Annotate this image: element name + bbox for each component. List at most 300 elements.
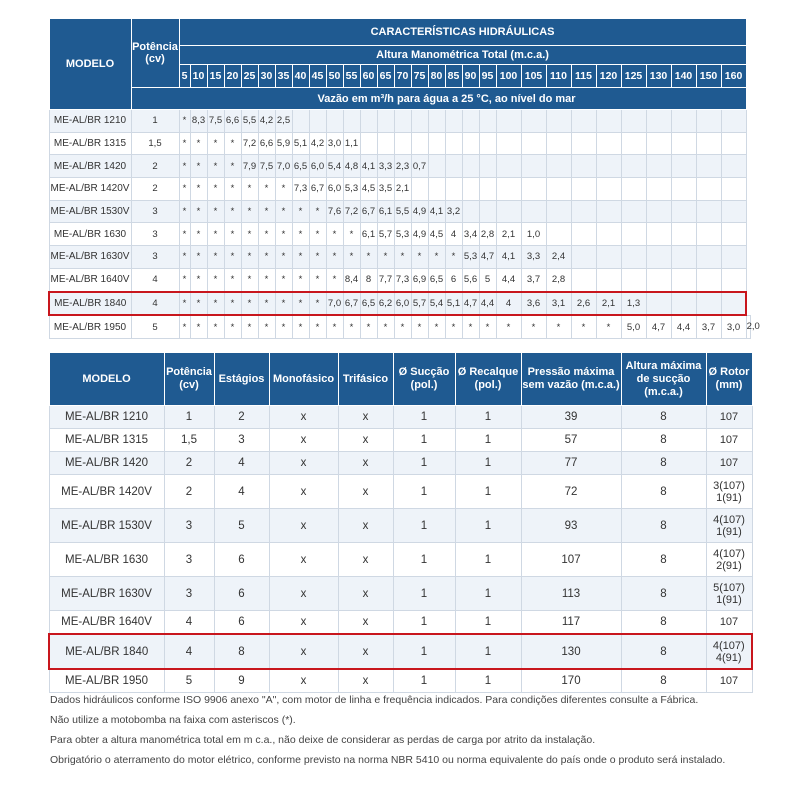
flow-cell: 4,1 xyxy=(428,200,445,223)
flow-cell: * xyxy=(377,246,394,269)
spec-column-header: Potência (cv) xyxy=(164,353,214,406)
model-cell: ME-AL/BR 1315 xyxy=(49,132,131,155)
flow-cell: * xyxy=(309,246,326,269)
flow-cell: 6,5 xyxy=(360,292,377,316)
flow-cell xyxy=(496,200,521,223)
flow-cell: 5,6 xyxy=(462,268,479,291)
model-cell: ME-AL/BR 1420V xyxy=(49,178,131,201)
flow-cell: 1,3 xyxy=(621,292,646,316)
rotor-cell xyxy=(706,429,752,452)
flow-cell xyxy=(479,178,496,201)
flow-cell: 7,7 xyxy=(377,268,394,291)
flow-cell xyxy=(696,292,721,316)
flow-cell: * xyxy=(496,315,521,338)
table-row xyxy=(49,475,752,509)
discharge-cell: 1 xyxy=(455,634,521,669)
flow-cell: 5,4 xyxy=(326,155,343,178)
model-cell: ME-AL/BR 1210 xyxy=(49,110,131,133)
flow-cell: 3,0 xyxy=(326,132,343,155)
flow-cell: * xyxy=(275,223,292,246)
flow-cell xyxy=(462,200,479,223)
table-row xyxy=(49,452,752,475)
flow-cell: 1,0 xyxy=(521,223,546,246)
model-cell: ME-AL/BR 1315 xyxy=(49,429,164,452)
flow-cell xyxy=(521,178,546,201)
flow-cell xyxy=(479,110,496,133)
power-cell: 3 xyxy=(164,577,214,611)
suction-height-cell: 8 xyxy=(621,429,706,452)
flow-cell: * xyxy=(292,246,309,269)
flow-cell: * xyxy=(343,223,360,246)
pressure-cell: 93 xyxy=(521,509,621,543)
flow-cell: * xyxy=(179,200,190,223)
model-cell: ME-AL/BR 1420 xyxy=(49,155,131,178)
discharge-cell: 1 xyxy=(455,543,521,577)
flow-cell: 5,5 xyxy=(394,200,411,223)
flow-cell: * xyxy=(309,268,326,291)
flow-cell: 2,1 xyxy=(394,178,411,201)
spec-column-header: Altura máxima de sucção (m.c.a.) xyxy=(621,353,706,406)
flow-cell xyxy=(646,178,671,201)
flow-cell: * xyxy=(360,246,377,269)
head-column-header: 45 xyxy=(309,65,326,88)
flow-cell: 2,6 xyxy=(571,292,596,316)
flow-cell xyxy=(696,200,721,223)
table-row xyxy=(49,178,751,201)
flow-cell: * xyxy=(292,200,309,223)
flow-cell: * xyxy=(428,315,445,338)
flow-cell: 4,9 xyxy=(411,223,428,246)
footnote: Dados hidráulicos conforme ISO 9906 anexo "A", com motor de linha e frequência indicados. Para condições diferentes consulte a Fábrica. xyxy=(50,694,699,706)
power-cell: 3 xyxy=(164,509,214,543)
mono-cell: x xyxy=(269,452,338,475)
flow-cell: * xyxy=(179,223,190,246)
power-cell: 1,5 xyxy=(131,132,179,155)
flow-cell xyxy=(479,200,496,223)
head-column-header: 150 xyxy=(696,65,721,88)
rotor-line: 107 xyxy=(719,411,739,423)
head-column-header: 75 xyxy=(411,65,428,88)
stages-cell: 6 xyxy=(214,577,269,611)
flow-note: Vazão em m³/h para água a 25 °C, ao nível do mar xyxy=(131,88,746,110)
discharge-cell: 1 xyxy=(455,611,521,635)
pressure-cell: 170 xyxy=(521,669,621,693)
flow-cell xyxy=(721,155,746,178)
flow-cell: * xyxy=(258,246,275,269)
flow-cell: * xyxy=(258,292,275,316)
discharge-cell: 1 xyxy=(455,406,521,429)
suction-cell: 1 xyxy=(393,669,455,693)
table-row xyxy=(49,246,751,269)
rotor-line: 107 xyxy=(719,616,739,628)
power-cell: 2 xyxy=(164,475,214,509)
table-row xyxy=(49,110,751,133)
flow-cell: * xyxy=(179,110,190,133)
table-row xyxy=(49,200,751,223)
flow-cell: * xyxy=(207,178,224,201)
flow-cell: 6 xyxy=(445,268,462,291)
flow-cell xyxy=(721,246,746,269)
flow-cell xyxy=(696,246,721,269)
stages-cell: 8 xyxy=(214,634,269,669)
power-cell: 3 xyxy=(131,223,179,246)
tri-cell: x xyxy=(338,452,393,475)
flow-cell: 5,3 xyxy=(462,246,479,269)
stages-cell: 2 xyxy=(214,406,269,429)
flow-cell xyxy=(546,223,571,246)
flow-cell: * xyxy=(179,315,190,338)
flow-cell: * xyxy=(241,268,258,291)
flow-cell: * xyxy=(224,292,241,316)
suction-height-cell: 8 xyxy=(621,406,706,429)
power-cell: 4 xyxy=(164,611,214,635)
pressure-cell: 107 xyxy=(521,543,621,577)
suction-cell: 1 xyxy=(393,452,455,475)
table-row xyxy=(49,292,751,316)
mono-cell: x xyxy=(269,543,338,577)
discharge-cell: 1 xyxy=(455,429,521,452)
flow-cell: 8 xyxy=(360,268,377,291)
discharge-cell: 1 xyxy=(455,509,521,543)
rotor-line: 1(91) xyxy=(716,491,742,504)
flow-cell xyxy=(428,110,445,133)
flow-cell: 2,4 xyxy=(546,246,571,269)
flow-cell: 6,9 xyxy=(411,268,428,291)
flow-cell: 2,1 xyxy=(496,223,521,246)
model-cell: ME-AL/BR 1840 xyxy=(49,292,131,316)
flow-cell: 5,0 xyxy=(621,315,646,338)
flow-cell: 4,4 xyxy=(479,292,496,316)
footnote: Não utilize a motobomba na faixa com asteriscos (*). xyxy=(50,714,296,726)
flow-cell: 5,7 xyxy=(377,223,394,246)
flow-cell: * xyxy=(258,200,275,223)
footnote: Obrigatório o aterramento do motor elétrico, conforme previsto na norma NBR 5410 ou norma equivalente do país onde o produto será instalado. xyxy=(50,754,726,766)
flow-cell: * xyxy=(275,292,292,316)
table-title: CARACTERÍSTICAS HIDRÁULICAS xyxy=(179,19,746,46)
flow-cell: * xyxy=(190,178,207,201)
flow-cell xyxy=(445,178,462,201)
flow-cell: * xyxy=(292,268,309,291)
flow-cell xyxy=(621,132,646,155)
flow-cell: * xyxy=(360,315,377,338)
stages-cell: 4 xyxy=(214,475,269,509)
flow-cell: 7,5 xyxy=(258,155,275,178)
flow-cell: 5,1 xyxy=(292,132,309,155)
flow-cell xyxy=(721,292,746,316)
table-row xyxy=(49,268,751,291)
flow-cell xyxy=(571,132,596,155)
flow-cell: * xyxy=(241,223,258,246)
flow-cell: * xyxy=(428,246,445,269)
model-cell: ME-AL/BR 1530V xyxy=(49,509,164,543)
flow-cell: 4 xyxy=(445,223,462,246)
power-cell: 5 xyxy=(131,315,179,338)
flow-cell xyxy=(394,132,411,155)
flow-cell: 7,3 xyxy=(394,268,411,291)
pressure-cell: 77 xyxy=(521,452,621,475)
head-column-header: 5 xyxy=(179,65,190,88)
flow-cell xyxy=(721,132,746,155)
head-column-header: 10 xyxy=(190,65,207,88)
flow-cell xyxy=(646,110,671,133)
mono-cell: x xyxy=(269,611,338,635)
mono-cell: x xyxy=(269,509,338,543)
mono-cell: x xyxy=(269,634,338,669)
flow-cell: 6,6 xyxy=(224,110,241,133)
table-row xyxy=(49,543,752,577)
power-cell: 3 xyxy=(164,543,214,577)
suction-cell: 1 xyxy=(393,634,455,669)
flow-cell xyxy=(596,132,621,155)
flow-cell: * xyxy=(275,200,292,223)
flow-cell xyxy=(671,132,696,155)
flow-cell: 6,5 xyxy=(292,155,309,178)
flow-cell: 2,0 xyxy=(746,315,750,338)
rotor-cell xyxy=(706,406,752,429)
flow-cell: 7,0 xyxy=(326,292,343,316)
tri-cell: x xyxy=(338,611,393,635)
table-row xyxy=(49,406,752,429)
flow-cell: * xyxy=(309,315,326,338)
flow-cell: * xyxy=(179,155,190,178)
flow-cell: * xyxy=(207,268,224,291)
flow-cell xyxy=(621,155,646,178)
suction-height-cell: 8 xyxy=(621,634,706,669)
head-column-header: 15 xyxy=(207,65,224,88)
head-column-header: 35 xyxy=(275,65,292,88)
flow-cell: * xyxy=(521,315,546,338)
table-row xyxy=(49,577,752,611)
flow-cell xyxy=(596,268,621,291)
spec-column-header: MODELO xyxy=(49,353,164,406)
flow-cell: 4,4 xyxy=(671,315,696,338)
model-cell: ME-AL/BR 1420V xyxy=(49,475,164,509)
flow-cell: 5,7 xyxy=(411,292,428,316)
flow-cell: 6,0 xyxy=(394,292,411,316)
flow-cell: 3,3 xyxy=(377,155,394,178)
rotor-line: 4(107) xyxy=(712,639,745,652)
flow-cell: * xyxy=(326,246,343,269)
flow-cell: * xyxy=(207,200,224,223)
model-cell: ME-AL/BR 1630 xyxy=(49,543,164,577)
flow-cell: 3,2 xyxy=(445,200,462,223)
rotor-line: 2(91) xyxy=(716,559,742,572)
suction-cell: 1 xyxy=(393,543,455,577)
head-column-header: 55 xyxy=(343,65,360,88)
pressure-cell: 72 xyxy=(521,475,621,509)
rotor-line: 107 xyxy=(719,675,739,687)
flow-cell xyxy=(671,223,696,246)
suction-cell: 1 xyxy=(393,406,455,429)
flow-cell xyxy=(521,155,546,178)
flow-cell: * xyxy=(179,132,190,155)
head-column-header: 30 xyxy=(258,65,275,88)
flow-cell: 6,6 xyxy=(258,132,275,155)
flow-cell: 6,0 xyxy=(309,155,326,178)
flow-cell: 4,2 xyxy=(309,132,326,155)
flow-cell xyxy=(479,155,496,178)
flow-cell xyxy=(546,200,571,223)
flow-cell: * xyxy=(179,268,190,291)
rotor-line: 4(91) xyxy=(715,651,742,664)
suction-height-cell: 8 xyxy=(621,475,706,509)
flow-cell xyxy=(671,268,696,291)
flow-cell: * xyxy=(326,315,343,338)
flow-cell: 6,2 xyxy=(377,292,394,316)
table-row xyxy=(49,155,751,178)
flow-cell: * xyxy=(258,178,275,201)
flow-cell: 6,0 xyxy=(326,178,343,201)
flow-cell xyxy=(671,292,696,316)
flow-cell xyxy=(671,155,696,178)
flow-cell xyxy=(428,132,445,155)
flow-cell: * xyxy=(179,178,190,201)
flow-cell xyxy=(696,223,721,246)
flow-cell: * xyxy=(571,315,596,338)
flow-cell xyxy=(621,268,646,291)
flow-cell xyxy=(343,110,360,133)
rotor-cell xyxy=(706,543,752,577)
flow-cell xyxy=(411,110,428,133)
suction-cell: 1 xyxy=(393,509,455,543)
flow-cell xyxy=(462,178,479,201)
flow-cell xyxy=(571,246,596,269)
flow-cell xyxy=(646,155,671,178)
suction-cell: 1 xyxy=(393,475,455,509)
flow-cell: * xyxy=(292,315,309,338)
flow-cell xyxy=(377,110,394,133)
table-row xyxy=(49,132,751,155)
flow-cell xyxy=(521,200,546,223)
flow-cell: * xyxy=(275,178,292,201)
table-row xyxy=(49,429,752,452)
power-cell: 1,5 xyxy=(164,429,214,452)
flow-cell: 3,1 xyxy=(546,292,571,316)
flow-cell: * xyxy=(190,315,207,338)
flow-cell xyxy=(696,155,721,178)
rotor-line: 107 xyxy=(719,457,739,469)
tri-cell: x xyxy=(338,669,393,693)
flow-cell: 3,7 xyxy=(521,268,546,291)
flow-cell xyxy=(721,200,746,223)
flow-cell xyxy=(621,246,646,269)
flow-cell: * xyxy=(258,223,275,246)
flow-cell: 6,1 xyxy=(377,200,394,223)
rotor-line: 1(91) xyxy=(716,593,742,606)
flow-cell xyxy=(646,223,671,246)
head-column-header: 20 xyxy=(224,65,241,88)
flow-cell xyxy=(696,110,721,133)
flow-cell xyxy=(646,246,671,269)
flow-cell: * xyxy=(224,268,241,291)
flow-cell: 7,3 xyxy=(292,178,309,201)
flow-cell: 3,3 xyxy=(521,246,546,269)
flow-cell xyxy=(546,155,571,178)
spec-column-header: Ø Sucção (pol.) xyxy=(393,353,455,406)
flow-cell xyxy=(546,132,571,155)
rotor-line: 4(107) xyxy=(713,547,745,560)
flow-cell xyxy=(428,178,445,201)
pump-specifications-table xyxy=(48,352,753,693)
flow-cell xyxy=(292,110,309,133)
flow-cell: 2,3 xyxy=(394,155,411,178)
rotor-cell xyxy=(706,634,752,669)
flow-cell xyxy=(428,155,445,178)
flow-cell: * xyxy=(190,268,207,291)
flow-cell: * xyxy=(224,223,241,246)
flow-cell xyxy=(646,132,671,155)
tri-cell: x xyxy=(338,475,393,509)
flow-cell: 7,5 xyxy=(207,110,224,133)
flow-cell xyxy=(360,132,377,155)
flow-cell xyxy=(596,200,621,223)
pressure-cell: 57 xyxy=(521,429,621,452)
flow-cell: * xyxy=(326,223,343,246)
model-cell: ME-AL/BR 1950 xyxy=(49,315,131,338)
flow-cell xyxy=(462,110,479,133)
flow-cell xyxy=(721,110,746,133)
flow-cell: 5,5 xyxy=(241,110,258,133)
discharge-cell: 1 xyxy=(455,475,521,509)
head-column-header: 50 xyxy=(326,65,343,88)
rotor-line: 1(91) xyxy=(716,525,742,538)
suction-cell: 1 xyxy=(393,577,455,611)
rotor-line: 107 xyxy=(719,434,739,446)
mono-cell: x xyxy=(269,429,338,452)
flow-cell: 4,7 xyxy=(462,292,479,316)
flow-cell xyxy=(596,178,621,201)
table-row xyxy=(49,669,752,693)
pressure-cell: 39 xyxy=(521,406,621,429)
flow-cell: * xyxy=(275,315,292,338)
flow-cell xyxy=(596,110,621,133)
flow-cell: * xyxy=(224,178,241,201)
flow-cell: * xyxy=(190,223,207,246)
flow-cell: * xyxy=(207,155,224,178)
flow-cell xyxy=(696,132,721,155)
flow-cell xyxy=(696,268,721,291)
flow-cell: * xyxy=(596,315,621,338)
flow-cell: * xyxy=(309,200,326,223)
power-cell: 4 xyxy=(131,292,179,316)
flow-cell: * xyxy=(292,223,309,246)
flow-cell xyxy=(546,110,571,133)
flow-cell: * xyxy=(190,155,207,178)
flow-cell: * xyxy=(445,315,462,338)
flow-cell: * xyxy=(258,315,275,338)
suction-height-cell: 8 xyxy=(621,543,706,577)
suction-height-cell: 8 xyxy=(621,577,706,611)
flow-cell: 7,0 xyxy=(275,155,292,178)
head-column-header: 70 xyxy=(394,65,411,88)
spec-column-header: Ø Recalque (pol.) xyxy=(455,353,521,406)
flow-cell: * xyxy=(241,246,258,269)
flow-cell xyxy=(521,110,546,133)
stages-cell: 5 xyxy=(214,509,269,543)
flow-cell: * xyxy=(275,246,292,269)
flow-cell: 6,7 xyxy=(343,292,360,316)
flow-cell xyxy=(646,200,671,223)
mono-cell: x xyxy=(269,406,338,429)
flow-cell: * xyxy=(309,292,326,316)
flow-cell: * xyxy=(309,223,326,246)
pressure-cell: 113 xyxy=(521,577,621,611)
tri-cell: x xyxy=(338,406,393,429)
head-column-header: 160 xyxy=(721,65,746,88)
table-row xyxy=(49,509,752,543)
mono-cell: x xyxy=(269,669,338,693)
flow-cell: 1,1 xyxy=(343,132,360,155)
